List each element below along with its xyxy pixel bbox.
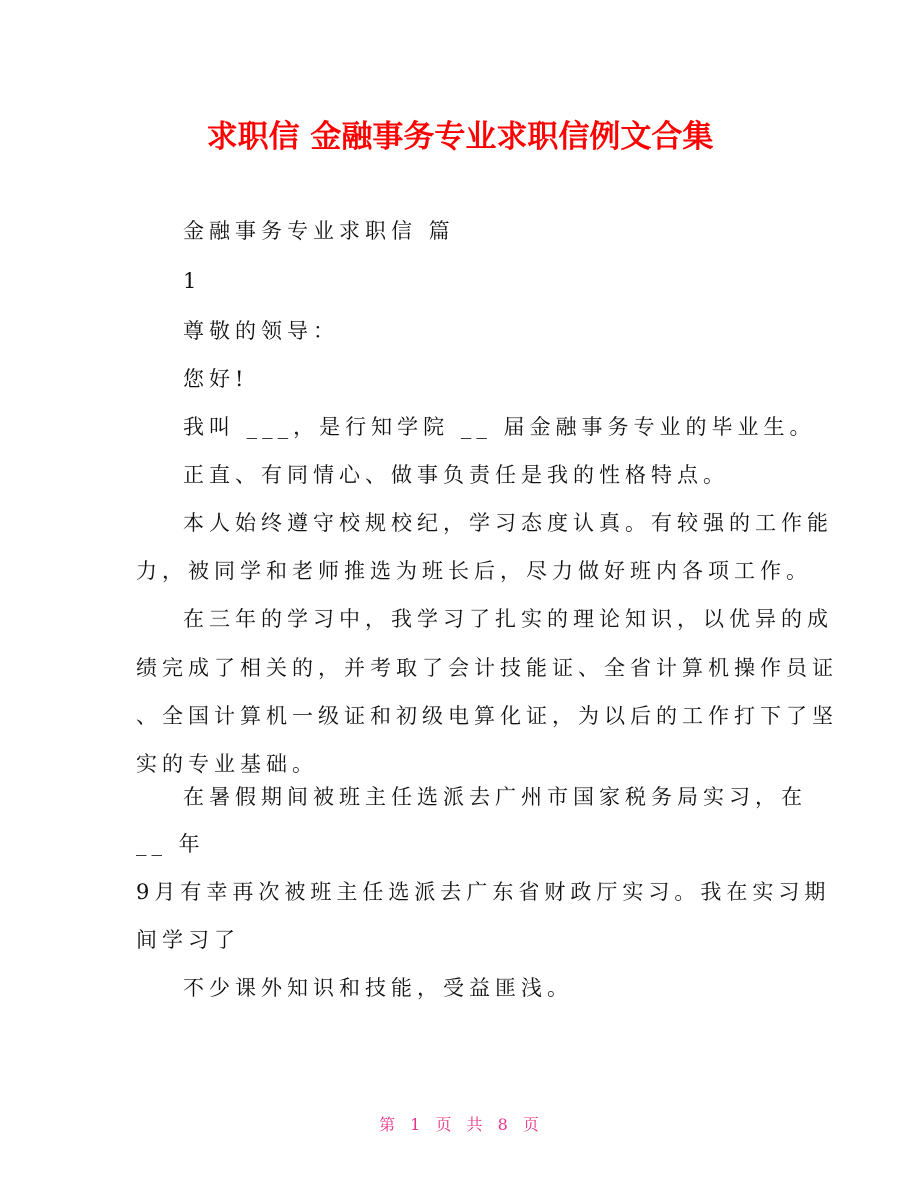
paragraph-line: 间学习了: [136, 928, 240, 952]
document-title: 求职信 金融事务专业求职信例文合集: [206, 119, 714, 155]
paragraph-line: 力，被同学和老师推选为班长后，尽力做好班内各项工作。: [136, 559, 812, 583]
section-number: 1: [183, 269, 202, 293]
paragraph-line: 我叫 ___，是行知学院 __ 届金融事务专业的毕业生。: [183, 415, 816, 439]
paragraph-line: 不少课外知识和技能，受益匪浅。: [183, 976, 573, 1000]
page-indicator: 第 1 页 共 8 页: [379, 1115, 541, 1134]
paragraph-line: 本人始终遵守校规校纪，学习态度认真。有较强的工作能: [183, 511, 833, 535]
paragraph-line: __ 年: [136, 832, 205, 856]
section-heading: 金融事务专业求职信 篇: [183, 219, 455, 243]
salutation: 尊敬的领导：: [183, 319, 339, 343]
paragraph-line: 在三年的学习中，我学习了扎实的理论知识，以优异的成: [183, 607, 833, 631]
paragraph-line: 、全国计算机一级证和初级电算化证，为以后的工作打下了坚: [136, 704, 838, 728]
paragraph-line: 绩完成了相关的，并考取了会计技能证、全省计算机操作员证: [136, 656, 838, 680]
paragraph-line: 实的专业基础。: [136, 752, 318, 776]
paragraph-line: 在暑假期间被班主任选派去广州市国家税务局实习，在: [183, 785, 807, 809]
paragraph-line: 正直、有同情心、做事负责任是我的性格特点。: [183, 463, 729, 487]
paragraph-line: 9月有幸再次被班主任选派去广东省财政厅实习。我在实习期: [136, 880, 831, 904]
greeting: 您好!: [183, 367, 249, 391]
